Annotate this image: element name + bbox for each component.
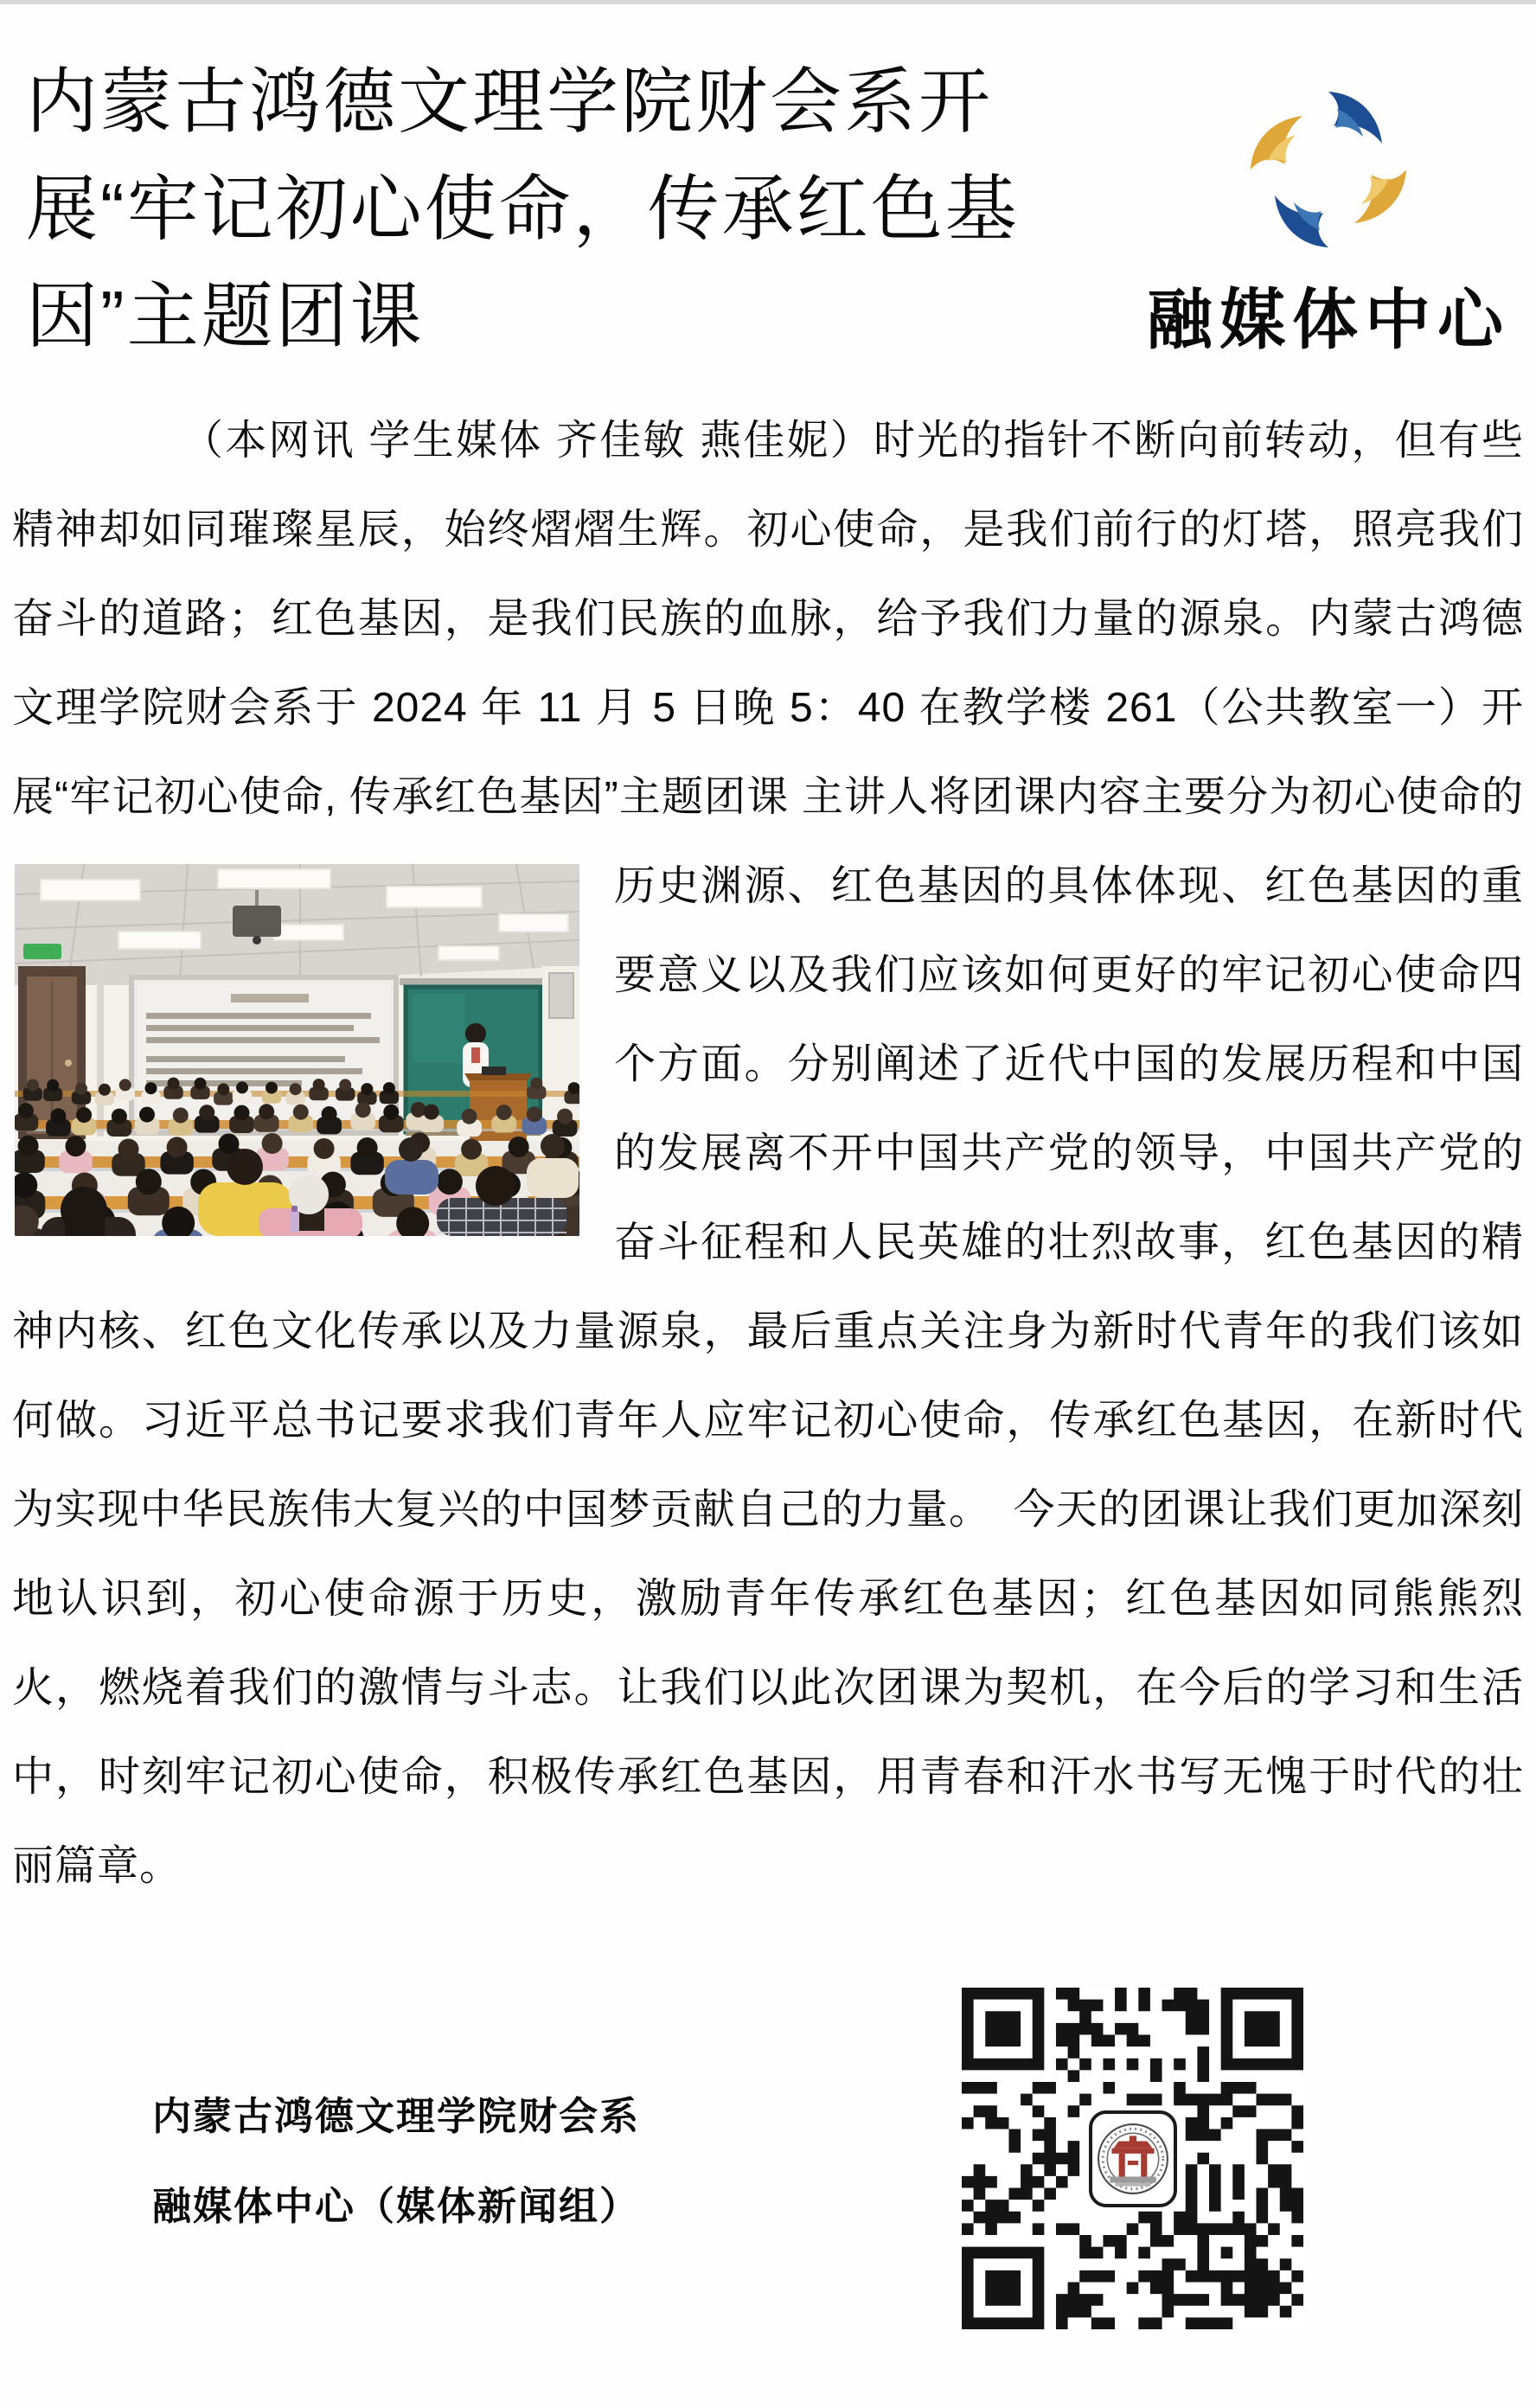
article-body [12, 396, 1524, 1911]
paragraph-part-1: （本网讯 学生媒体 齐佳敏 燕佳妮）时光的指针不断向前转动，但有些精神却如同璀璨星辰，始终熠熠生辉。初心使命，是我们前行的灯塔，照亮我们奋斗的道路；红色基因，是我们民族的血脉，给予我们力量的源泉。内蒙古鸿德文理学院财会系于 2024 年 11 月 5 日晚 5：40 在教学楼 261（公共教室一）开展“牢记初心使命, 传承红色基因”主题团课 主讲人将团课内容主要分为初心使命的 [12, 418, 1524, 820]
article-title: 内蒙古鸿德文理学院财会系开展“牢记初心使命，传承红色基因”主题团课 [26, 61, 1020, 356]
school-emblem-icon [1096, 2122, 1170, 2196]
media-center-logo-label: 融媒体中心 [1147, 284, 1510, 357]
paragraph-part-2: 历史渊源、红色基因的具体体现、红色基因的重要意义以及我们应该如何更好的牢记初心使命四个方面。分别阐述了近代中国的发展历程和中国的发展离不开中国共产党的领导，中国共产党的奋斗征程和人民英雄的壮烈故事，红色基因的精神内核、红色文化传承以及力量源泉，最后重点关注身为新时代青年的我们该如何做。习近平总书记要求我们青年人应牢记初心使命，传承红色基因，在新时代为实现中华民族伟大复兴的中国梦贡献自己的力量。 今天的团课让我们更加深刻地认识到，初心使命源于历史，激励青年传承红色基因；红色基因如同熊熊烈火，燃烧着我们的激情与斗志。让我们以此次团课为契机，在今后的学习和生活中，时刻牢记初心使命，积极传承红色基因，用青春和汗水书写无愧于时代的壮丽篇章。 [12, 863, 1524, 1889]
media-center-logo [1140, 76, 1517, 355]
classroom-photo [15, 864, 579, 1236]
signature-department: 内蒙古鸿德文理学院财会系 [152, 2094, 641, 2138]
signature-block [152, 2072, 640, 2251]
classroom-photo-graphic [15, 864, 579, 1236]
qr-code [962, 1988, 1303, 2329]
scan-edge-artifact [0, 0, 1536, 4]
qr-center-emblem [1089, 2110, 1177, 2207]
signature-media-group: 融媒体中心（媒体新闻组） [152, 2184, 641, 2228]
media-center-logo-icon [1235, 76, 1422, 263]
